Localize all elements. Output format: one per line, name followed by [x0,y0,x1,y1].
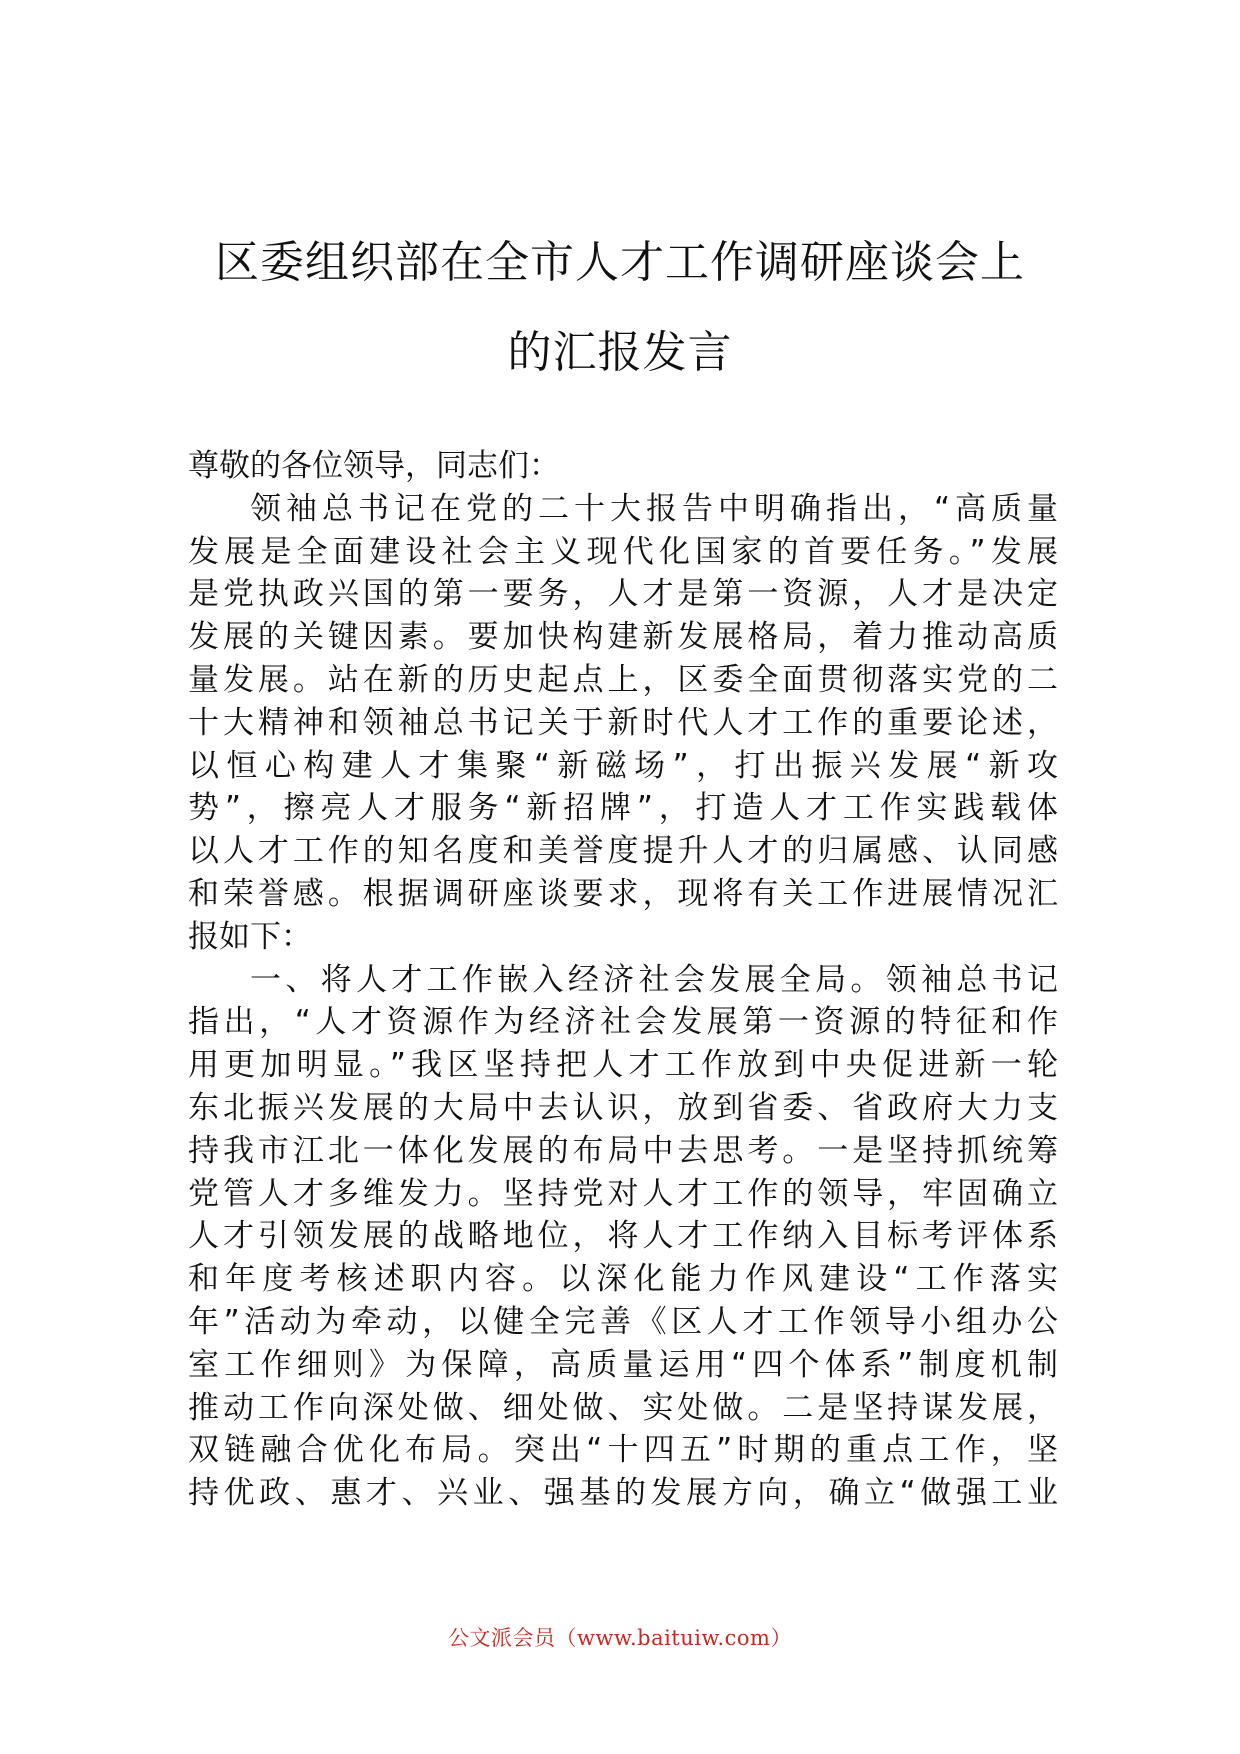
paragraph-1-line: 领袖总书记在党的二十大报告中明确指出，“高质量 [250,490,1058,527]
paragraph-2-line: 用更加明显。”我区坚持把人才工作放到中央促进新一轮 [188,1047,1058,1084]
document-title-line-2: 的汇报发言 [507,327,733,378]
paragraph-1-line: 发展是全面建设社会主义现代化国家的首要任务。”发展 [188,533,1058,570]
paragraph-2-line: 指出，“人才资源作为经济社会发展第一资源的特征和作 [188,1004,1058,1041]
document-body [188,445,1058,1515]
paragraph-2-line: 党管人才多维发力。坚持党对人才工作的领导，牢固确立 [188,1175,1058,1212]
paragraph-2-line: 推动工作向深处做、细处做、实处做。二是坚持谋发展， [188,1389,1058,1426]
paragraph-1-line: 是党执政兴国的第一要务，人才是第一资源，人才是决定 [188,576,1058,613]
paragraph-2-line: 年”活动为牵动，以健全完善《区人才工作领导小组办公 [188,1303,1058,1340]
paragraph-1-line: 十大精神和领袖总书记关于新时代人才工作的重要论述， [188,704,1058,741]
paragraph-1-line: 报如下： [188,918,312,955]
paragraph-2-line: 东北振兴发展的大局中去认识，放到省委、省政府大力支 [188,1089,1058,1126]
paragraph-1-line: 以人才工作的知名度和美誉度提升人才的归属感、认同感 [188,833,1058,870]
paragraph-1-line: 发展的关键因素。要加快构建新发展格局，着力推动高质 [188,619,1058,656]
paragraph-1-line: 势”，擦亮人才服务“新招牌”，打造人才工作实践载体 [188,790,1058,827]
paragraph-1-line: 和荣誉感。根据调研座谈要求，现将有关工作进展情况汇 [188,875,1058,912]
salutation: 尊敬的各位领导，同志们： [188,448,560,484]
paragraph-2-line: 持优政、惠才、兴业、强基的发展方向，确立“做强工业 [188,1475,1058,1512]
paragraph-2-line: 持我市江北一体化发展的布局中去思考。一是坚持抓统筹 [188,1132,1058,1169]
paragraph-2-line: 人才引领发展的战略地位，将人才工作纳入目标考评体系 [188,1218,1058,1255]
paragraph-2-line: 双链融合优化布局。突出“十四五”时期的重点工作，坚 [188,1432,1058,1469]
footer-watermark: 公文派会员（www.baituiw.com） [448,1626,792,1650]
paragraph-1-line: 以恒心构建人才集聚“新磁场”，打出振兴发展“新攻 [188,747,1058,784]
paragraph-2-line: 室工作细则》为保障，高质量运用“四个体系”制度机制 [188,1346,1058,1383]
paragraph-2-line: 一、将人才工作嵌入经济社会发展全局。领袖总书记 [250,961,1058,998]
document-title-line-1: 区委组织部在全市人才工作调研座谈会上 [215,237,1025,288]
paragraph-1-line: 量发展。站在新的历史起点上，区委全面贯彻落实党的二 [188,661,1058,698]
paragraph-2-line: 和年度考核述职内容。以深化能力作风建设“工作落实 [188,1261,1058,1298]
